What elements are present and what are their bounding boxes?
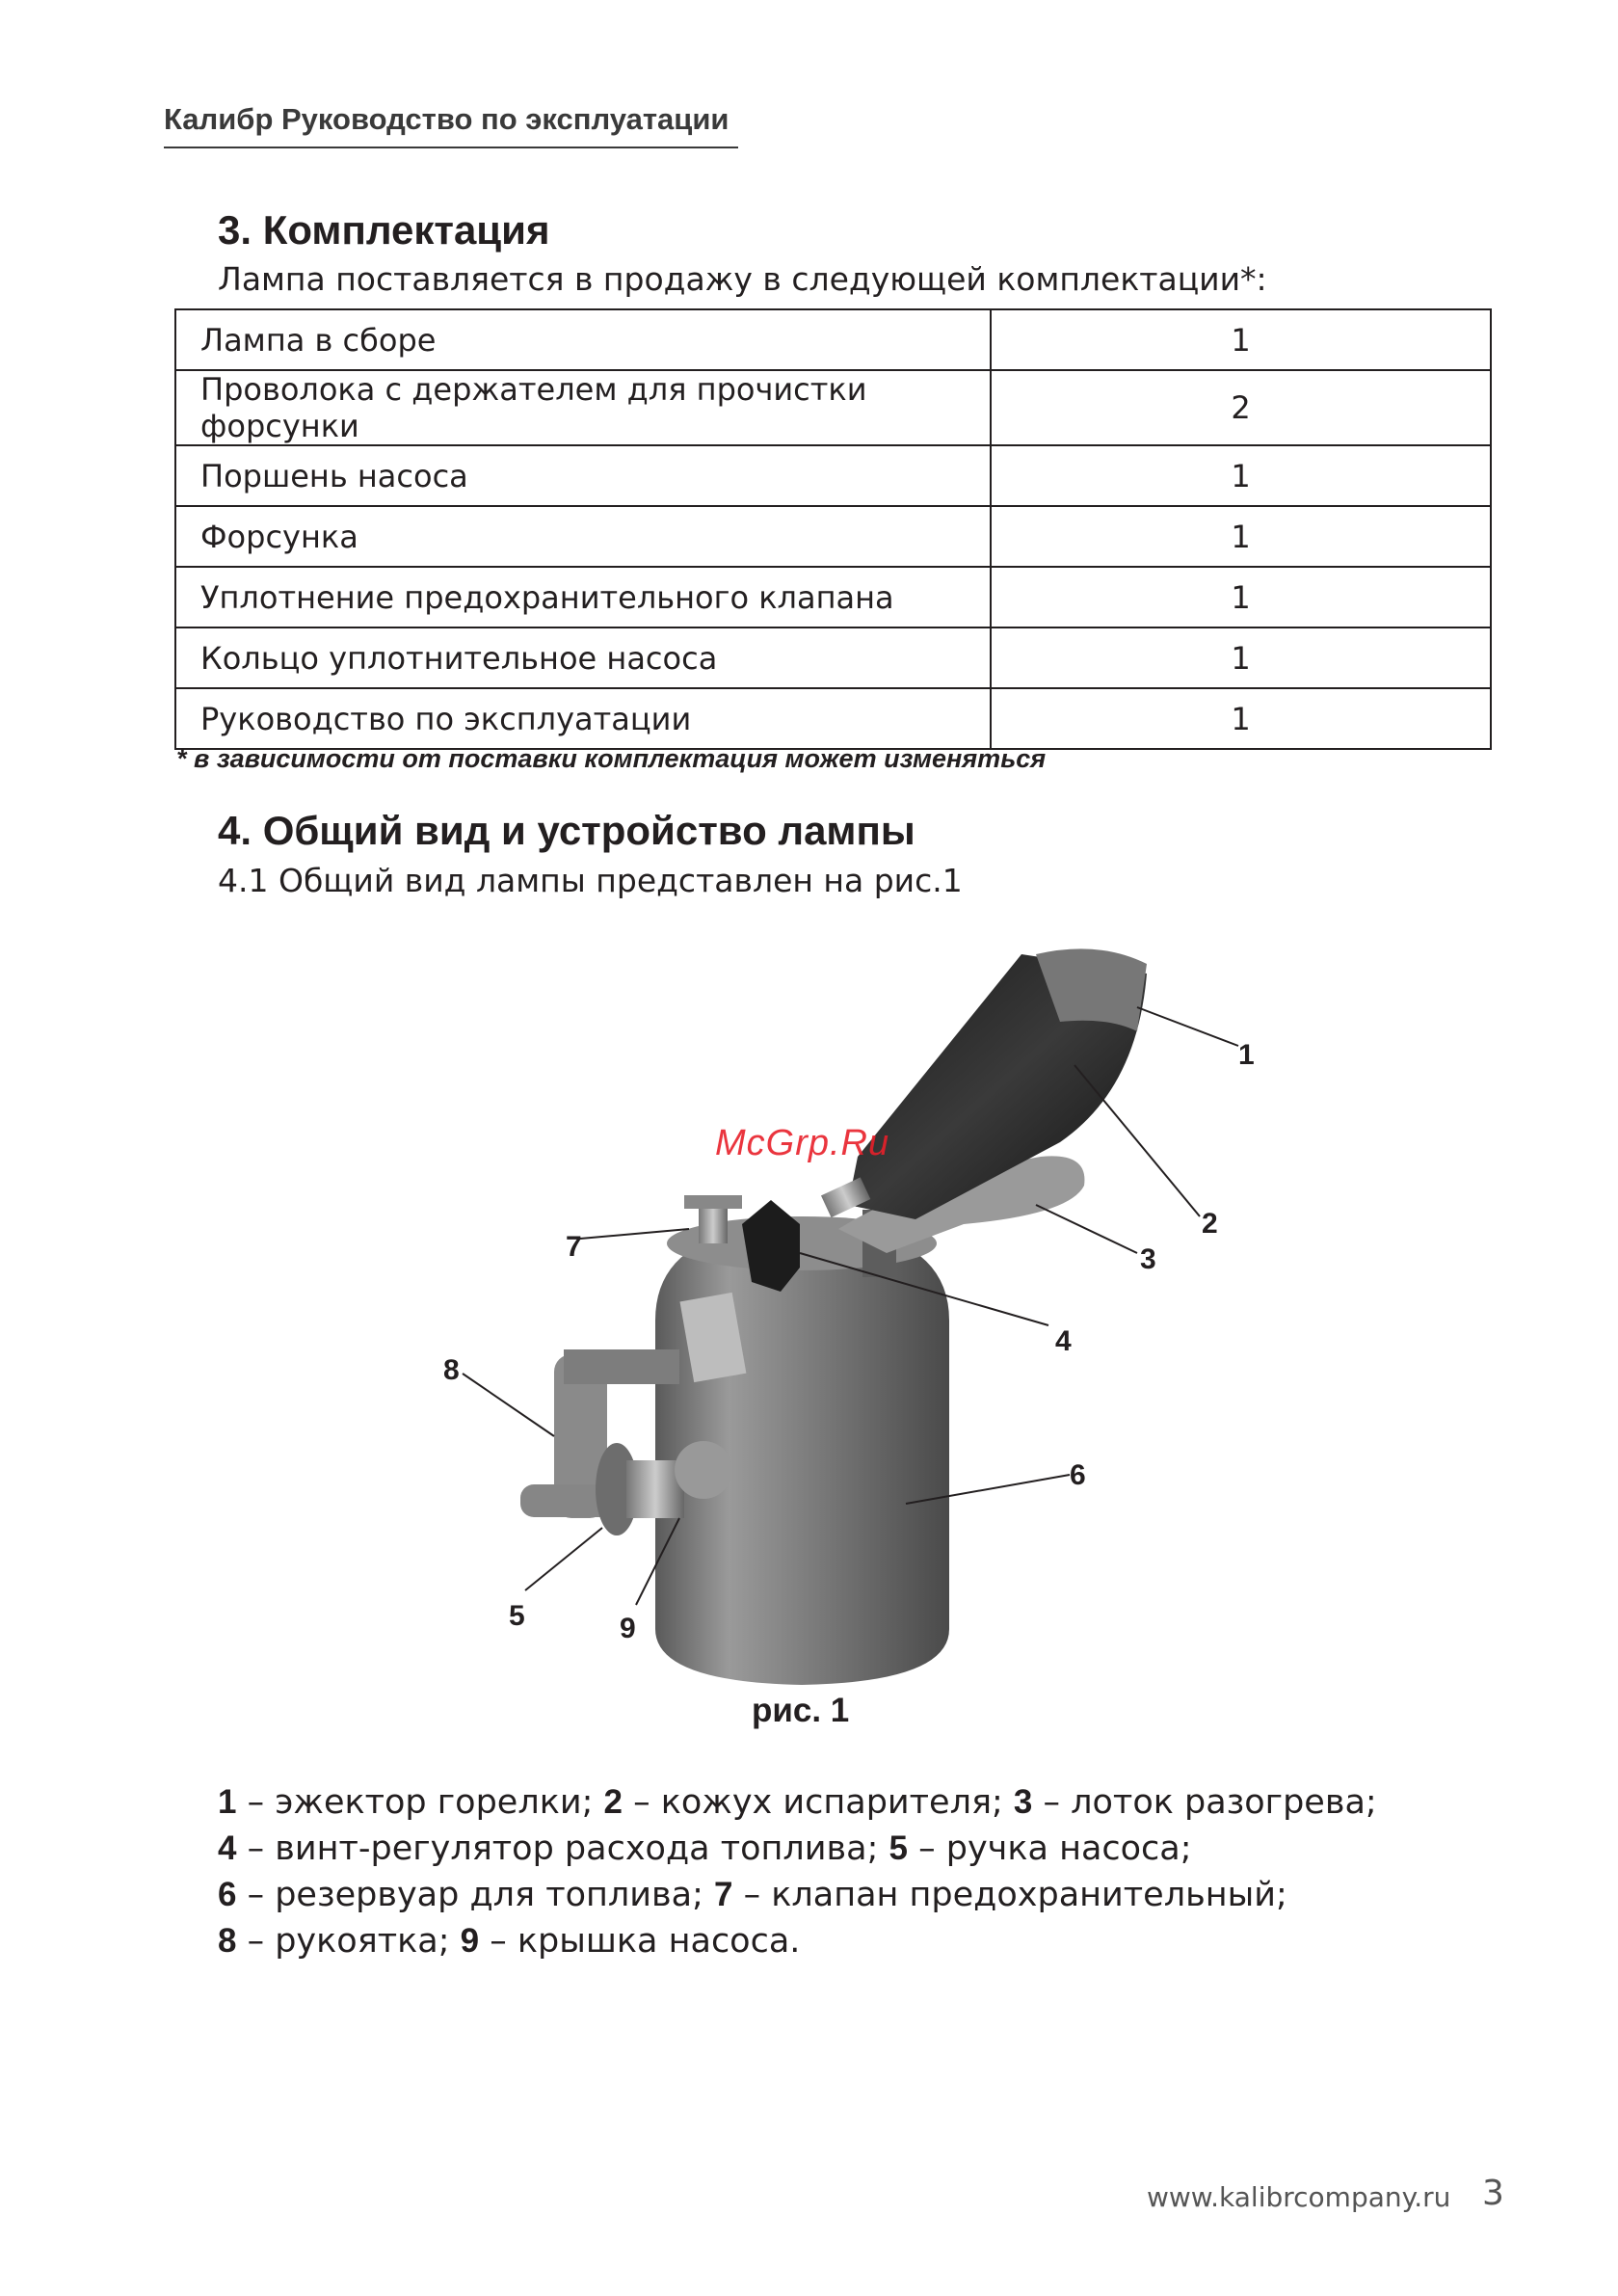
table-row xyxy=(175,445,1491,506)
legend-line xyxy=(218,1779,1377,1826)
watermark: McGrp.Ru xyxy=(715,1123,890,1163)
section-4-title: 4. Общий вид и устройство лампы xyxy=(218,808,915,853)
legend-num: 9 xyxy=(460,1922,480,1960)
item-cell: Проволока с держателем для прочистки форсунки xyxy=(175,370,991,445)
legend-text: – эжектор горелки; xyxy=(236,1783,604,1822)
callout-7: 7 xyxy=(566,1231,582,1263)
legend-num: 1 xyxy=(218,1783,237,1821)
table-row xyxy=(175,567,1491,627)
section-3-title: 3. Комплектация xyxy=(218,207,550,253)
legend-text: – ручка насоса; xyxy=(908,1829,1192,1868)
callout-6: 6 xyxy=(1070,1459,1086,1491)
legend-text: – резервуар для топлива; xyxy=(236,1876,715,1914)
qty-cell: 1 xyxy=(991,445,1491,506)
qty-cell: 1 xyxy=(991,567,1491,627)
footer-url: www.kalibrcompany.ru xyxy=(1147,2181,1451,2213)
qty-cell: 1 xyxy=(991,688,1491,749)
table-footnote: * в зависимости от поставки комплектация может изменяться xyxy=(176,744,1047,773)
blowtorch-figure xyxy=(0,925,1618,1725)
kit-table xyxy=(174,308,1492,750)
legend-line xyxy=(218,1826,1377,1872)
callout-2: 2 xyxy=(1202,1208,1218,1240)
item-cell: Поршень насоса xyxy=(175,445,991,506)
legend-text: – винт-регулятор расхода топлива; xyxy=(236,1829,889,1868)
item-cell: Руководство по эксплуатации xyxy=(175,688,991,749)
running-header: Калибр Руководство по эксплуатации xyxy=(164,102,738,148)
legend-text: – крышка насоса. xyxy=(479,1922,801,1961)
legend-num: 4 xyxy=(218,1829,237,1867)
callout-4: 4 xyxy=(1055,1325,1072,1357)
legend-num: 7 xyxy=(714,1876,733,1913)
legend-text: – кожух испарителя; xyxy=(622,1783,1014,1822)
section-4-intro: 4.1 Общий вид лампы представлен на рис.1 xyxy=(218,862,963,899)
section-3-intro: Лампа поставляется в продажу в следующей комплектации*: xyxy=(218,260,1267,298)
legend-text: – клапан предохранительный; xyxy=(732,1876,1287,1914)
item-cell: Лампа в сборе xyxy=(175,309,991,370)
callout-1: 1 xyxy=(1238,1039,1255,1071)
qty-cell: 1 xyxy=(991,627,1491,688)
legend-num: 8 xyxy=(218,1922,237,1960)
callout-5: 5 xyxy=(509,1600,525,1632)
figure-legend xyxy=(218,1779,1377,1964)
callout-3: 3 xyxy=(1140,1243,1156,1275)
item-cell: Уплотнение предохранительного клапана xyxy=(175,567,991,627)
qty-cell: 1 xyxy=(991,506,1491,567)
legend-line xyxy=(218,1918,1377,1964)
callout-8: 8 xyxy=(443,1354,460,1386)
qty-cell: 1 xyxy=(991,309,1491,370)
qty-cell: 2 xyxy=(991,370,1491,445)
table-row xyxy=(175,506,1491,567)
callout-9: 9 xyxy=(620,1613,636,1644)
table-row xyxy=(175,370,1491,445)
page-number: 3 xyxy=(1482,2174,1504,2213)
legend-num: 2 xyxy=(603,1783,623,1821)
legend-line xyxy=(218,1872,1377,1918)
item-cell: Кольцо уплотнительное насоса xyxy=(175,627,991,688)
legend-num: 3 xyxy=(1013,1783,1033,1821)
table-row xyxy=(175,688,1491,749)
legend-num: 5 xyxy=(889,1829,908,1867)
legend-text: – лоток разогрева; xyxy=(1032,1783,1377,1822)
figure-caption: рис. 1 xyxy=(752,1692,850,1729)
legend-num: 6 xyxy=(218,1876,237,1913)
legend-text: – рукоятка; xyxy=(236,1922,461,1961)
item-cell: Форсунка xyxy=(175,506,991,567)
table-row xyxy=(175,627,1491,688)
burner-tube xyxy=(821,948,1147,1219)
table-row xyxy=(175,309,1491,370)
